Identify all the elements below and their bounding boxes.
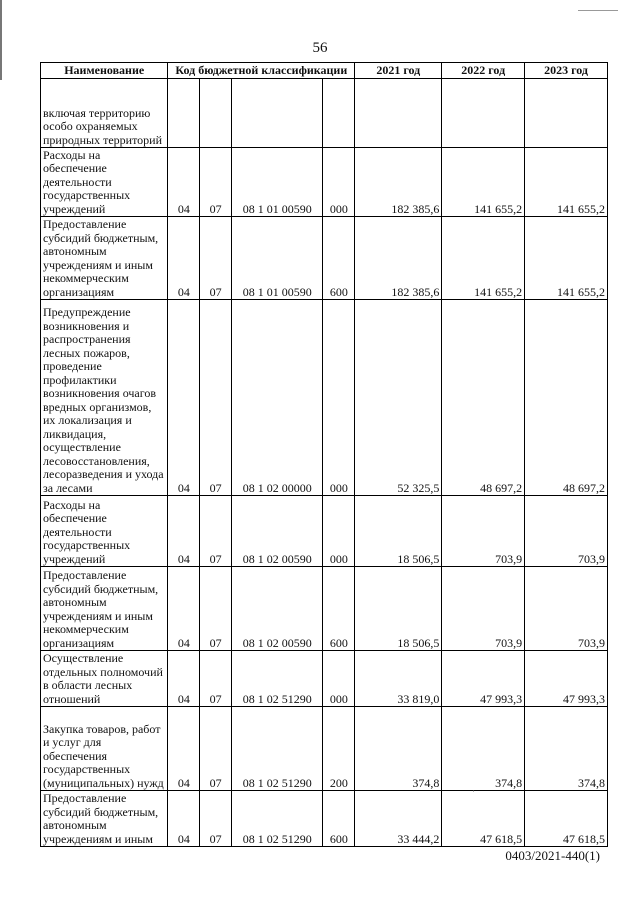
row-2022: 48 697,2 <box>442 300 525 496</box>
page-number: 56 <box>312 40 328 56</box>
row-target: 08 1 02 00000 <box>232 300 323 496</box>
table-row <box>41 567 608 651</box>
scan-top-line <box>578 10 618 11</box>
table-row <box>41 707 608 791</box>
row-2021: 182 385,6 <box>355 217 442 300</box>
table-row <box>41 300 608 496</box>
row-type: 000 <box>323 300 355 496</box>
row-section: 04 <box>168 791 200 847</box>
row-section: 04 <box>168 651 200 707</box>
header-code: Код бюджетной классификации <box>168 63 355 79</box>
row-2022: 703,9 <box>442 567 525 651</box>
row-2023: 47 618,5 <box>525 791 608 847</box>
row-subsection: 07 <box>200 651 232 707</box>
row-section: 04 <box>168 300 200 496</box>
row-2023: 703,9 <box>525 567 608 651</box>
table-row <box>41 651 608 707</box>
row-subsection: 07 <box>200 496 232 567</box>
row-2022 <box>442 79 525 148</box>
table-header-row <box>41 63 608 79</box>
row-target: 08 1 02 51290 <box>232 791 323 847</box>
table-row <box>41 217 608 300</box>
row-type: 600 <box>323 791 355 847</box>
row-2021: 18 506,5 <box>355 496 442 567</box>
row-2023: 48 697,2 <box>525 300 608 496</box>
header-2023: 2023 год <box>525 63 608 79</box>
row-name: Закупка товаров, работ и услуг для обеспечения государственных (муниципальных) нужд <box>41 707 168 791</box>
row-target: 08 1 02 51290 <box>232 651 323 707</box>
table-row <box>41 148 608 217</box>
row-2022: 141 655,2 <box>442 148 525 217</box>
row-subsection: 07 <box>200 217 232 300</box>
row-type: 000 <box>323 148 355 217</box>
scan-speck: · <box>472 786 475 796</box>
row-2023 <box>525 79 608 148</box>
row-type: 000 <box>323 651 355 707</box>
row-2022: 47 618,5 <box>442 791 525 847</box>
header-2021: 2021 год <box>355 63 442 79</box>
row-section: 04 <box>168 148 200 217</box>
row-type: 600 <box>323 567 355 651</box>
row-target: 08 1 02 00590 <box>232 496 323 567</box>
row-name: Расходы на обеспечение деятельности государственных учреждений <box>41 496 168 567</box>
row-2022: 141 655,2 <box>442 217 525 300</box>
row-target: 08 1 02 00590 <box>232 567 323 651</box>
row-subsection: 07 <box>200 707 232 791</box>
row-2022: 374,8 <box>442 707 525 791</box>
row-target: 08 1 01 00590 <box>232 217 323 300</box>
row-name: Предоставление субсидий бюджетным, автономным учреждениям и иным некоммерческим организациям <box>41 217 168 300</box>
row-2023: 47 993,3 <box>525 651 608 707</box>
row-2021: 18 506,5 <box>355 567 442 651</box>
row-subsection: 07 <box>200 791 232 847</box>
row-target <box>232 79 323 148</box>
row-2022: 47 993,3 <box>442 651 525 707</box>
header-name: Наименование <box>41 63 168 79</box>
row-name: Предоставление субсидий бюджетным, автономным учреждениям и иным <box>41 791 168 847</box>
table-row <box>41 79 608 148</box>
row-2023: 141 655,2 <box>525 217 608 300</box>
row-2021: 33 819,0 <box>355 651 442 707</box>
row-name: Осуществление отдельных полномочий в области лесных отношений <box>41 651 168 707</box>
row-name: Предоставление субсидий бюджетным, автономным учреждениям и иным некоммерческим организациям <box>41 567 168 651</box>
document-code: 0403/2021-440(1) <box>505 848 600 863</box>
table-row <box>41 496 608 567</box>
row-2022: 703,9 <box>442 496 525 567</box>
row-2023: 141 655,2 <box>525 148 608 217</box>
row-subsection: 07 <box>200 567 232 651</box>
row-2021: 52 325,5 <box>355 300 442 496</box>
row-subsection: 07 <box>200 148 232 217</box>
row-target: 08 1 01 00590 <box>232 148 323 217</box>
row-2021: 182 385,6 <box>355 148 442 217</box>
row-section: 04 <box>168 707 200 791</box>
row-type <box>323 79 355 148</box>
row-name: включая территорию особо охраняемых природных территорий <box>41 79 168 148</box>
row-2021 <box>355 79 442 148</box>
row-2023: 374,8 <box>525 707 608 791</box>
header-2022: 2022 год <box>442 63 525 79</box>
table-row <box>41 791 608 847</box>
budget-table <box>40 62 608 847</box>
row-section: 04 <box>168 217 200 300</box>
row-target: 08 1 02 51290 <box>232 707 323 791</box>
row-section: 04 <box>168 496 200 567</box>
row-name: Предупреждение возникновения и распространения лесных пожаров, проведение профилактики возникновения очагов вредных организмов, их локализация и ликвидация, осуществление лесовосстановления, лесоразведения и ухода за лесами <box>41 300 168 496</box>
row-2023: 703,9 <box>525 496 608 567</box>
row-subsection: 07 <box>200 300 232 496</box>
row-type: 200 <box>323 707 355 791</box>
row-2021: 33 444,2 <box>355 791 442 847</box>
row-type: 000 <box>323 496 355 567</box>
row-name: Расходы на обеспечение деятельности государственных учреждений <box>41 148 168 217</box>
row-2021: 374,8 <box>355 707 442 791</box>
row-section: 04 <box>168 567 200 651</box>
row-section <box>168 79 200 148</box>
row-subsection <box>200 79 232 148</box>
row-type: 600 <box>323 217 355 300</box>
